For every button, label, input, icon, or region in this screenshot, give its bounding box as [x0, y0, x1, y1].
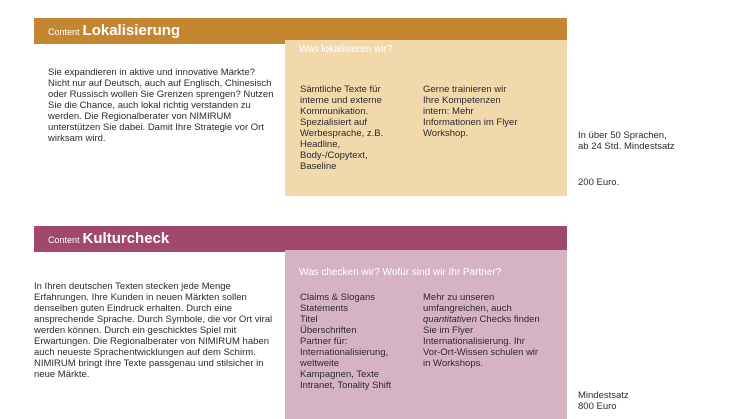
section-prefix: Content [48, 235, 80, 245]
service-line: Kampagnen, Texte [300, 369, 380, 380]
panel-heading: Was lokalisieren wir? [299, 44, 393, 55]
more-text-start: Mehr zu unseren umfangreichen, auch [423, 292, 512, 314]
lokalisierung-col-training: Gerne trainieren wir Ihre Kompetenzen intern: Mehr Informationen im Flyer Workshop. [423, 84, 518, 139]
kulturcheck-price-text: Mindestsatz [578, 390, 629, 401]
panel-heading: Was checken wir? Wofür sind wir Ihr Partner? [299, 267, 502, 278]
more-text-end: Checks finden Sie im Flyer Internationalisierung. Ihr Vor-Ort-Wissen schulen wir in Workshops. [423, 314, 540, 369]
section-title: Kulturcheck [82, 230, 170, 247]
more-text-emphasis: quantitativen [423, 314, 477, 325]
section-lokalisierung-body: Sie expandieren in aktive und innovative Märkte? Nicht nur auf Deutsch, auch auf Englisch, Chinesisch oder Russisch wollen Sie Grenzen sprengen? Nutzen Sie die Chance, auch lokal richtig verstanden zu werden. Die Regionalberater von NIMIRUM unterstützen Sie dabei. Damit Ihre Strategie vor Ort wirksam wird. [48, 67, 274, 144]
service-line: Internationalisierung, [300, 347, 389, 358]
lokalisierung-price-text: In über 50 Sprachen, ab 24 Std. Mindestsatz [578, 130, 675, 152]
service-line: Partner für: [300, 336, 348, 347]
section-kulturcheck-header [34, 226, 567, 252]
lokalisierung-col-texts: Sämtliche Texte für interne und externe Kommunikation. Spezialisiert auf Werbesprache, z.B. Headline, Body-/Copytext, Baseline [300, 84, 384, 172]
service-line: Claims & Slogans [300, 292, 375, 303]
kulturcheck-col-more [423, 292, 543, 369]
service-line: Intranet, Tonality Shift [300, 380, 392, 391]
section-prefix: Content [48, 27, 80, 37]
lokalisierung-price-amount: 200 Euro. [578, 177, 620, 188]
service-line: Titel [300, 314, 318, 325]
section-title: Lokalisierung [82, 22, 181, 39]
service-line: weltweite [300, 358, 340, 369]
kulturcheck-col-services [300, 292, 412, 391]
service-line: Statements [300, 303, 349, 314]
section-kulturcheck-body: In Ihren deutschen Texten stecken jede Menge Erfahrungen. Ihre Kunden in neuen Märkten sollen denselben guten Eindruck erhalten. Durch eine ansprechende Sprache. Durch Symbole, die vor Ort viral werden können. Durch ein geschicktes Spiel mit Erwartungen. Die Regionalberater von NIMIRUM haben auch neueste Sprachentwicklungen auf dem Schirm. NIMIRUM bringt Ihre Texte passgenau und stilsicher in neue Märkte. [34, 281, 273, 380]
kulturcheck-price-amount: 800 Euro [578, 401, 617, 412]
service-line: Überschriften [300, 325, 357, 336]
